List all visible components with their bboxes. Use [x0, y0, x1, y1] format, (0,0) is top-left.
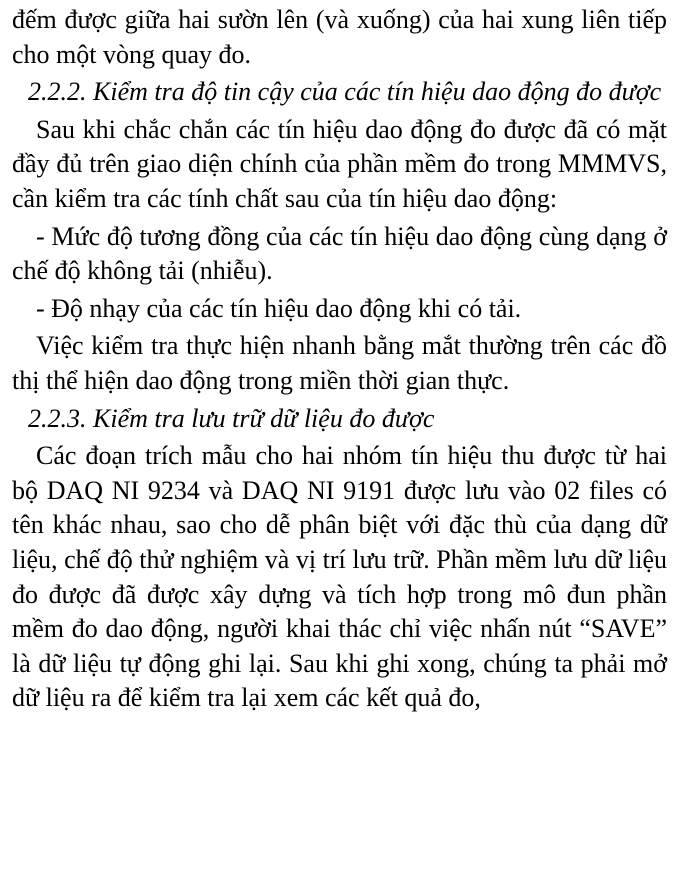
paragraph-check-intro: Sau khi chắc chắn các tín hiệu dao động đo được đã có mặt đầy đủ trên giao diện chính của phần mềm đo trong MMMVS, cần kiểm tra các tính chất sau của tín hiệu dao động:: [12, 114, 667, 213]
list-item-similarity: - Mức độ tương đồng của các tín hiệu dao động cùng dạng ở chế độ không tải (nhiễu).: [12, 221, 667, 286]
list-item-sensitivity: - Độ nhạy của các tín hiệu dao động khi có tải.: [36, 293, 522, 323]
paragraph-storage: Các đoạn trích mẫu cho hai nhóm tín hiệu thu được từ hai bộ DAQ NI 9234 và DAQ NI 9191 được lưu vào 02 files có tên khác nhau, sao cho dễ phân biệt với đặc thù của dạng dữ liệu, chế độ thử nghiệm và vị trí lưu trữ. Phần mềm lưu dữ liệu đo được đã được xây dựng và tích hợp trong mô đun phần mềm đo dao động, người khai thác chỉ việc nhấn nút “SAVE” là dữ liệu tự động ghi lại. Sau khi ghi xong, chúng ta phải mở dữ liệu ra để kiểm tra lại xem các kết quả đo,: [12, 441, 667, 713]
section-heading-2-2-2: 2.2.2. Kiểm tra độ tin cậy của các tín hiệu dao động đo được: [28, 77, 662, 107]
paragraph-continuation: đếm được giữa hai sườn lên (và xuống) của hai xung liên tiếp cho một vòng quay đo.: [12, 5, 667, 69]
paragraph-visual-check: Việc kiểm tra thực hiện nhanh bằng mắt thường trên các đồ thị thể hiện dao động trong miền thời gian thực.: [12, 331, 667, 395]
section-heading-2-2-3: 2.2.3. Kiểm tra lưu trữ dữ liệu đo được: [28, 403, 435, 433]
